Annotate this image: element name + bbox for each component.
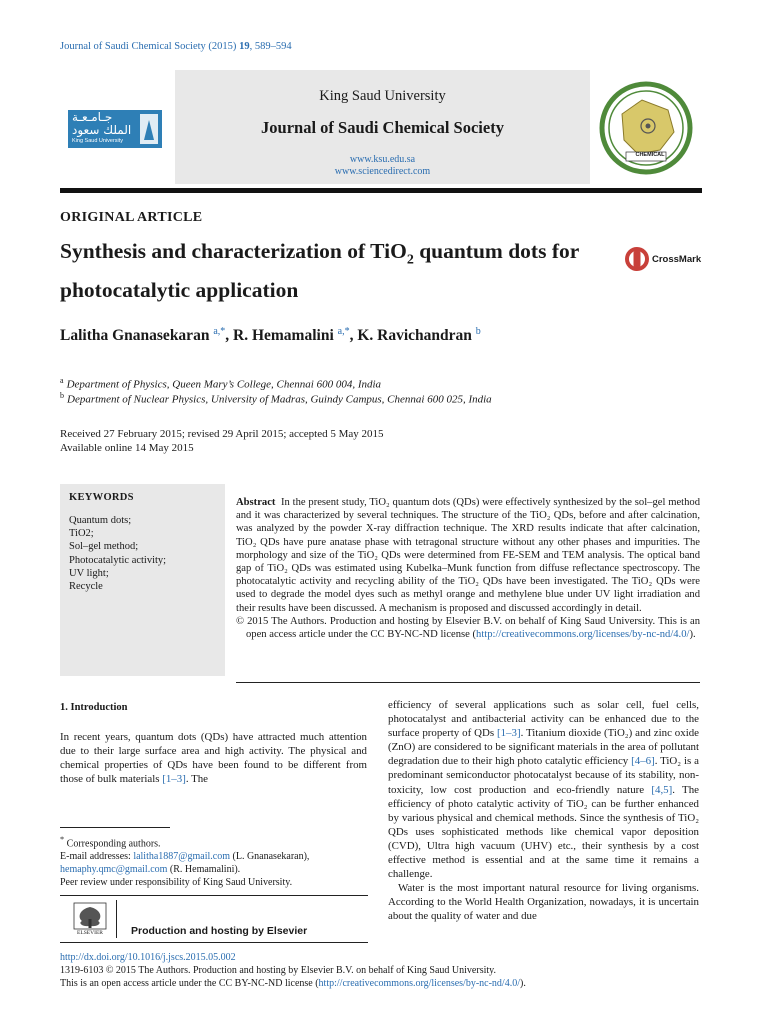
available-online: Available online 14 May 2015 bbox=[60, 442, 194, 454]
email-owner: (R. Hemamalini). bbox=[167, 864, 241, 876]
abstract-copyright bbox=[236, 615, 700, 641]
journal-citation[interactable] bbox=[60, 41, 292, 52]
crossmark-label[interactable]: CrossMark bbox=[652, 254, 702, 265]
license-link[interactable]: http://creativecommons.org/licenses/by-nc-nd/4.0/ bbox=[476, 629, 690, 641]
paragraph bbox=[388, 698, 699, 881]
body-text: . The bbox=[185, 773, 209, 786]
article-title bbox=[60, 236, 600, 306]
citation-journal: Journal of Saudi Chemical Society (2015) bbox=[60, 41, 237, 52]
journal-banner bbox=[175, 70, 590, 184]
author-name: R. Hemamalini bbox=[233, 327, 334, 345]
title-subscript: 2 bbox=[406, 252, 414, 268]
affil-mark: b bbox=[60, 391, 64, 400]
elsevier-separator bbox=[116, 900, 117, 938]
title-part-2: quantum dots for photocatalytic application bbox=[60, 239, 579, 303]
body-text: efficiency of several applications such as solar cell, fuel cells, photocatalyst and antibacterial activity can be enhanced due to the surface property of QDs bbox=[388, 699, 699, 740]
author-affil-marker[interactable]: a,* bbox=[337, 326, 350, 337]
body-text-right bbox=[388, 698, 699, 924]
affil-text: Department of Physics, Queen Mary’s College, Chennai 600 004, India bbox=[66, 378, 382, 391]
oa-text: ). bbox=[519, 978, 526, 989]
elsevier-banner bbox=[60, 895, 368, 943]
citation-ref[interactable]: [4,5] bbox=[651, 783, 673, 796]
author-affil-marker[interactable]: b bbox=[475, 326, 481, 337]
body-text: . TiO₂ is a predominant semiconductor photocatalyst because of its stability, non-toxicity, low cost production and eco-friendly nature bbox=[388, 755, 699, 796]
journal-header bbox=[60, 70, 702, 184]
citation-volume: 19 bbox=[239, 41, 250, 52]
abstract-label: Abstract bbox=[236, 497, 276, 508]
doi-link[interactable]: http://dx.doi.org/10.1016/j.jscs.2015.05.002 bbox=[60, 952, 236, 963]
footnote-corresponding bbox=[60, 833, 370, 850]
ksu-logo-english: King Saud University bbox=[72, 138, 124, 144]
body-text: In recent years, quantum dots (QDs) have attracted much attention due to their large surface area and high activity. The physical and chemical properties of QDs have been found to be different from those of bulk materials bbox=[60, 731, 367, 786]
received-dates: Received 27 February 2015; revised 29 April 2015; accepted 5 May 2015 bbox=[60, 428, 384, 440]
footnote-divider bbox=[60, 827, 170, 828]
section-heading: 1. Introduction bbox=[60, 702, 128, 713]
keyword-item: TiO2; bbox=[69, 528, 94, 540]
university-name: King Saud University bbox=[319, 88, 446, 104]
email-link[interactable]: lalitha1887@gmail.com bbox=[133, 851, 231, 863]
citation-pages: , 589–594 bbox=[249, 41, 292, 52]
license-link[interactable]: http://creativecommons.org/licenses/by-nc-nd/4.0/ bbox=[318, 978, 520, 989]
affil-text: Department of Nuclear Physics, University of Madras, Guindy Campus, Chennai 600 025, India bbox=[67, 393, 492, 406]
keyword-item: UV light; bbox=[69, 567, 109, 579]
ksu-logo bbox=[60, 70, 175, 184]
production-hosting: Production and hosting by Elsevier bbox=[131, 925, 308, 937]
copyright-text: © 2015 The Authors. Production and hosting by Elsevier B.V. on behalf of King Saud University. This is an open access article under the CC BY-NC-ND license ( bbox=[236, 615, 700, 641]
ksu-logo-arabic-1: جـامـعـة bbox=[72, 110, 113, 124]
author-list: Lalitha Gnanasekaran $^{a,*}$, R. Hemamalini $^{a,*}$, K. Ravichandran $^b$ bbox=[60, 326, 481, 345]
keywords-title: KEYWORDS bbox=[69, 492, 134, 503]
copyright-line: 1319-6103 © 2015 The Authors. Production and hosting by Elsevier B.V. on behalf of King Saud University. bbox=[60, 965, 496, 976]
body-text: . Titanium dioxide (TiO₂) and zinc oxide (ZnO) are considered to be significant materials in the area of pollutant degradation due to their high photo catalytic efficiency bbox=[388, 727, 699, 768]
journal-name: Journal of Saudi Chemical Society bbox=[261, 118, 504, 137]
article-type: ORIGINAL ARTICLE bbox=[60, 210, 203, 225]
body-text: . The efficiency of photo catalytic activity of TiO₂ can be further enhanced by various physical and chemical methods. Since the synthesis of TiO₂ QDs uses sophisticated methods like chemical vapor deposition (CVD), Ultra high vacuum (UHV) etc., their synthesis by a cost effective method is essential and at the same time it remains a challenge. bbox=[388, 783, 699, 881]
crossmark-badge[interactable] bbox=[624, 244, 650, 279]
ksu-logo-arabic-2: الملك سعود bbox=[72, 123, 132, 137]
email-label: E-mail addresses: bbox=[60, 851, 134, 863]
author-name: Lalitha Gnanasekaran bbox=[60, 327, 210, 345]
footnote-emails bbox=[60, 850, 370, 876]
citation-ref[interactable]: [4–6] bbox=[631, 755, 655, 768]
crossmark-icon bbox=[624, 244, 650, 274]
affiliation-b bbox=[60, 391, 492, 406]
footnote-text: Corresponding authors. bbox=[66, 838, 161, 850]
footnote bbox=[60, 833, 370, 889]
seal-label: CHEMICAL bbox=[635, 152, 665, 158]
peer-review-note: Peer review under responsibility of King Saud University. bbox=[60, 877, 293, 889]
email-owner: (L. Gnanasekaran), bbox=[230, 851, 310, 863]
society-seal bbox=[590, 70, 702, 184]
abstract bbox=[236, 496, 700, 641]
email-link[interactable]: hemaphy.qmc@gmail.com bbox=[60, 864, 168, 876]
author-affil-marker[interactable]: a,* bbox=[213, 326, 226, 337]
sciencedirect-link[interactable]: www.sciencedirect.com bbox=[334, 166, 431, 177]
open-access-line bbox=[60, 978, 526, 989]
footnote-mark: * bbox=[60, 835, 65, 844]
oa-text: This is an open access article under the CC BY-NC-ND license ( bbox=[60, 978, 319, 989]
abstract-divider bbox=[236, 682, 700, 683]
keywords-box bbox=[60, 484, 225, 676]
ksu-link[interactable]: www.ksu.edu.sa bbox=[349, 154, 416, 165]
paragraph: Water is the most important natural resource for living organisms. According to the World Health Organization, nowadays, it is uncertain about the quality of water and due bbox=[388, 882, 699, 923]
elsevier-wordmark: ELSEVIER bbox=[77, 930, 103, 936]
copyright-end: ). bbox=[689, 629, 696, 641]
affiliation-a bbox=[60, 376, 381, 391]
keyword-item: Recycle bbox=[69, 581, 103, 593]
keyword-item: Photocatalytic activity; bbox=[69, 554, 167, 566]
keyword-item: Quantum dots; bbox=[69, 515, 132, 526]
title-part-1: Synthesis and characterization of TiO bbox=[60, 239, 407, 263]
abstract-text: In the present study, TiO₂ quantum dots (QDs) were effectively synthesized by the sol–gel method and it was characterized by several techniques. The structure of the TiO₂ QDs, before and after calcination, was analyzed by the powder X-ray diffraction technique. The XRD results indicate that after calcination, TiO₂ QDs have pure anatase phase with tetragonal structure without any other phases and impurities. The morphology and size of the TiO₂ QDs were determined from FE-SEM and TEM analysis. The optical band gap of TiO₂ QDs was estimated using Kubelka–Munk function from diffuse reflectance spectroscopy. The photocatalytic activity and recycling ability of the TiO₂ QDs have been investigated. The TiO₂ QDs were used to degrade the model dyes such as methyl orange and methylene blue under UV light irradiation and their results have been discussed. A mechanism is proposed and discussed accordingly in detail. bbox=[236, 497, 700, 614]
affil-mark: a bbox=[60, 376, 64, 385]
header-divider bbox=[60, 188, 702, 193]
keyword-item: Sol–gel method; bbox=[69, 541, 139, 553]
saudi-chemical-society-seal-icon bbox=[590, 70, 702, 184]
keywords-list bbox=[69, 514, 166, 593]
body-text-left bbox=[60, 730, 367, 786]
author-name: K. Ravichandran bbox=[357, 327, 472, 345]
citation-ref[interactable]: [1–3] bbox=[162, 773, 186, 786]
citation-ref[interactable]: [1–3] bbox=[496, 727, 521, 740]
